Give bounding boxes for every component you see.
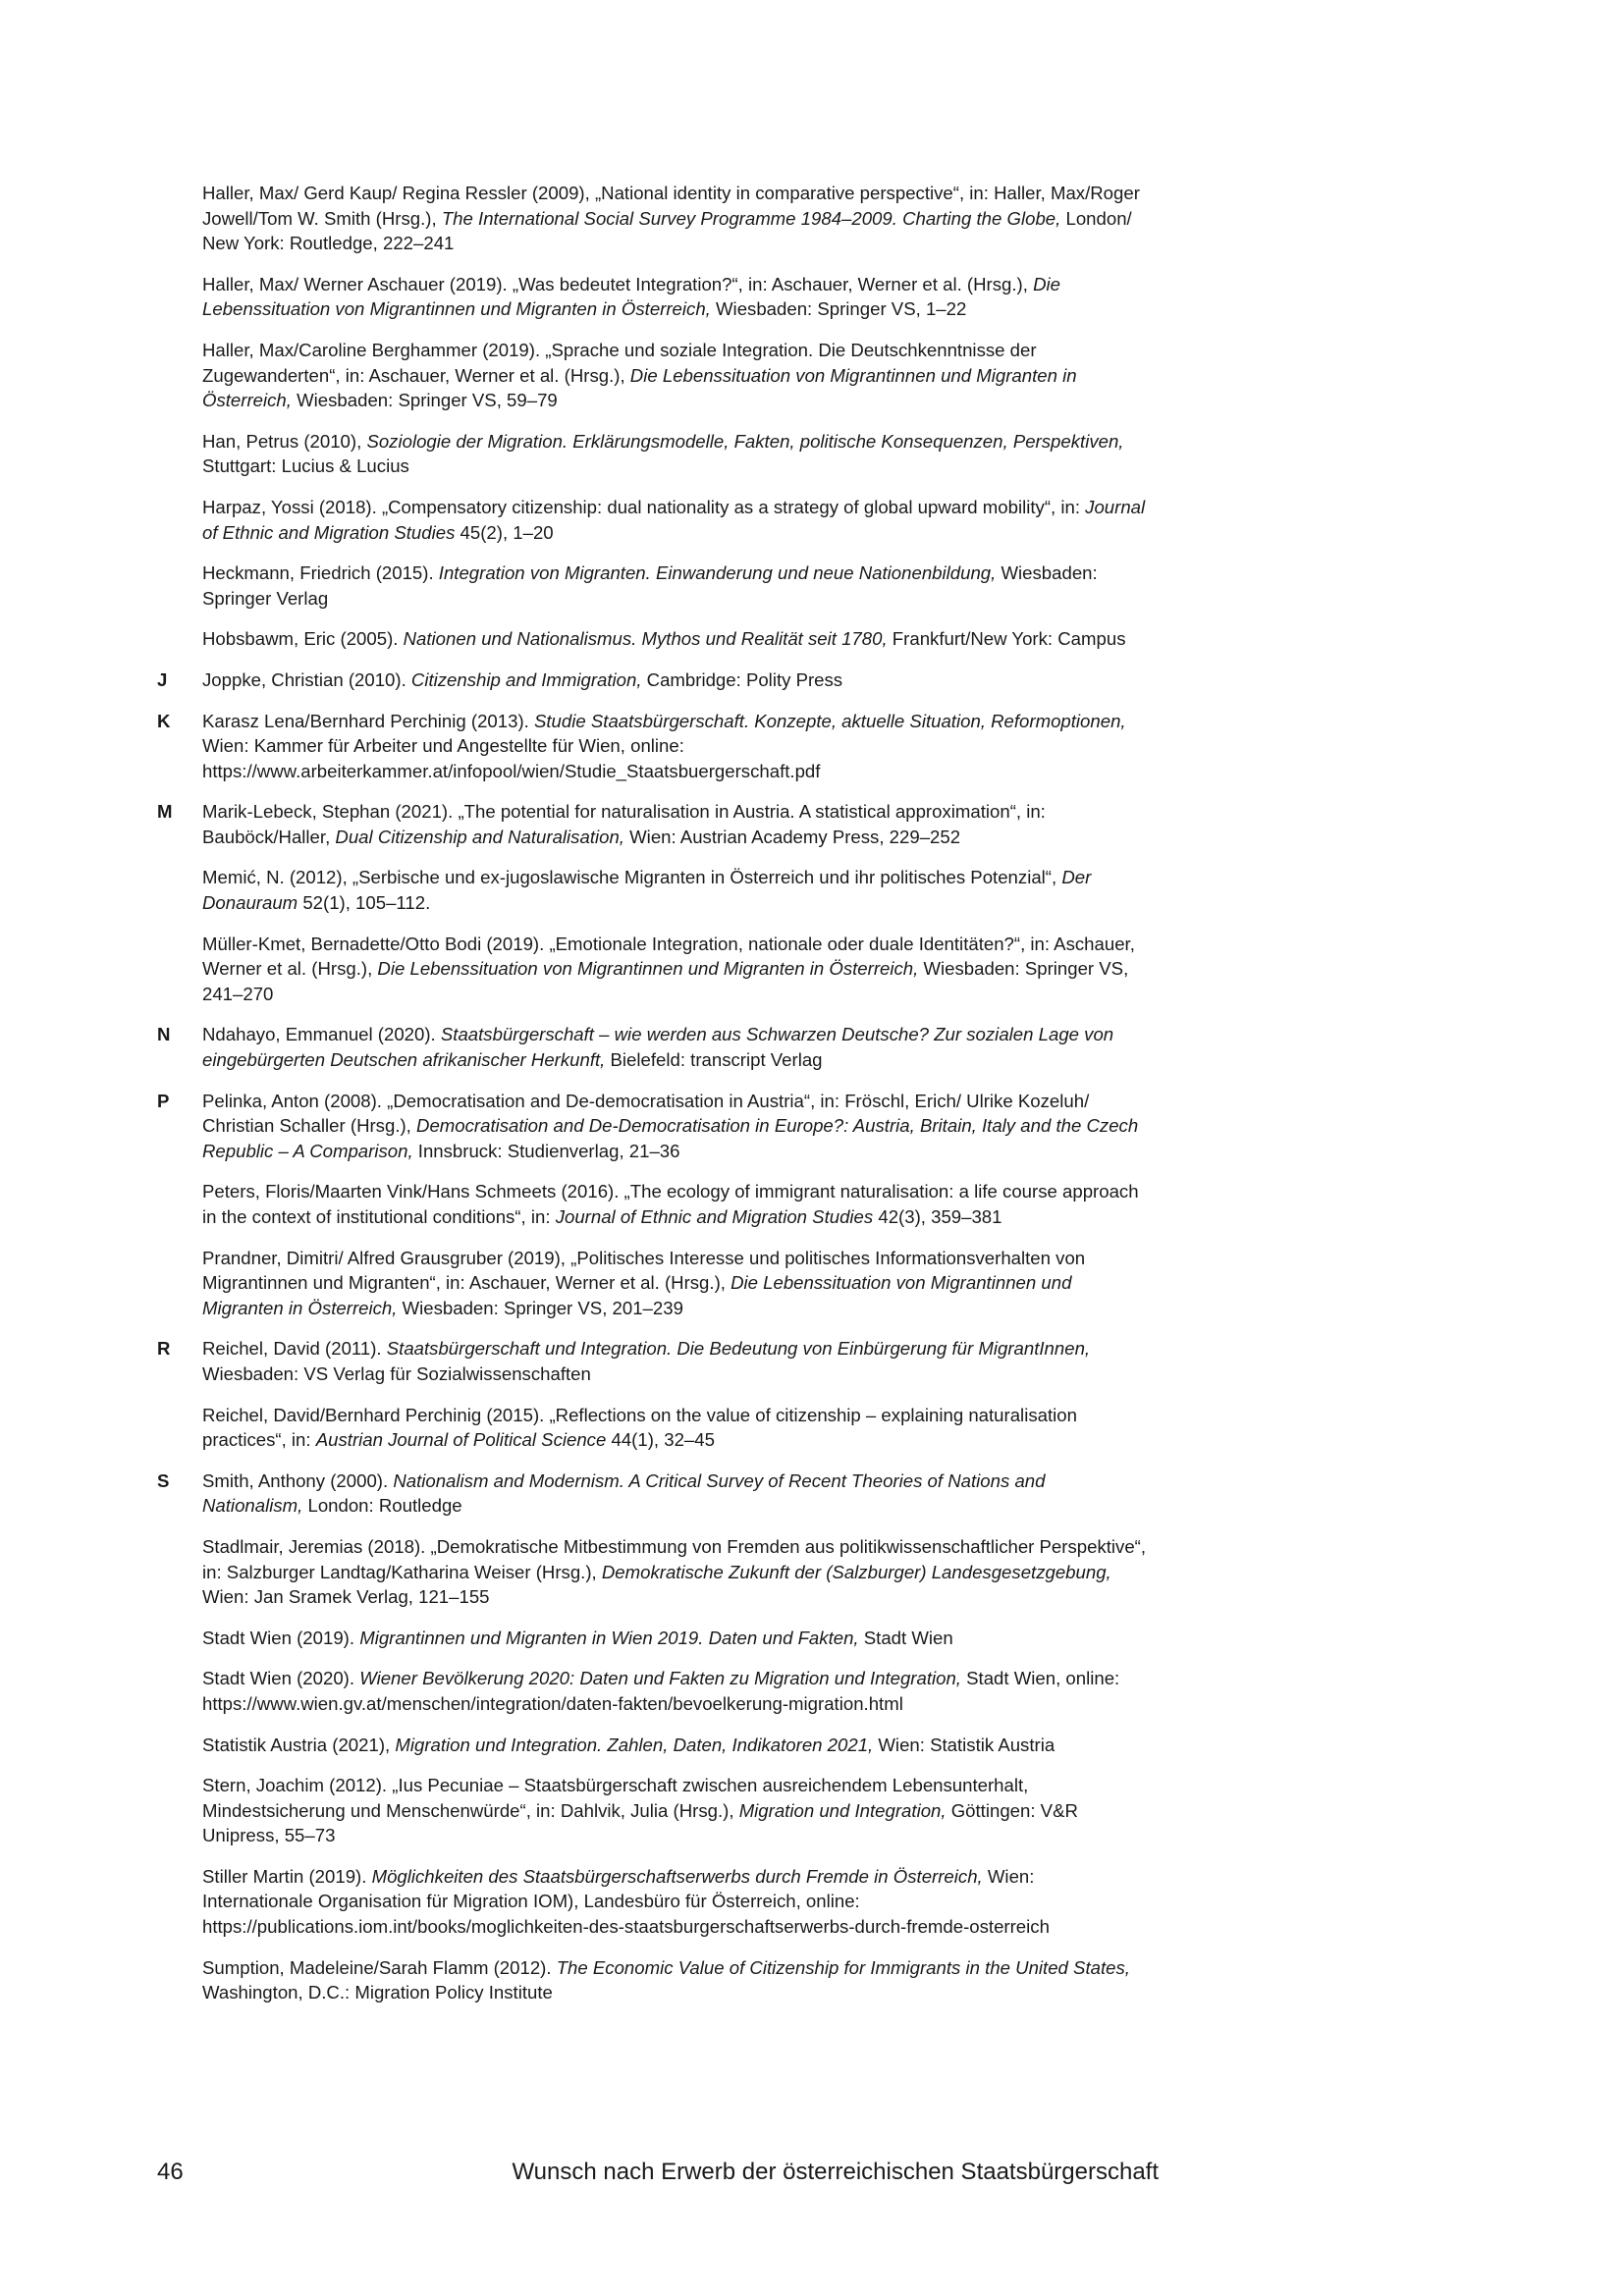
- reference-entry: [157, 1336, 1149, 1386]
- reference-title: Der Donauraum: [202, 867, 1092, 914]
- reference-text: [202, 1246, 1149, 1321]
- reference-title: Möglichkeiten des Staatsbürgerschaftserwerbs durch Fremde in Österreich,: [371, 1865, 983, 1887]
- reference-segment: 44(1), 32–45: [606, 1429, 715, 1451]
- reference-segment: Han, Petrus (2010),: [202, 430, 367, 452]
- reference-text: [202, 799, 1149, 849]
- reference-segment: 42(3), 359–381: [873, 1206, 1002, 1227]
- reference-text: [202, 1179, 1149, 1229]
- reference-text: [202, 1089, 1149, 1164]
- reference-text: [202, 429, 1149, 479]
- section-letter: M: [157, 801, 173, 823]
- reference-entry: [157, 1733, 1149, 1758]
- reference-title: Nationen und Nationalismus. Mythos und Realität seit 1780,: [403, 628, 888, 650]
- reference-entry: [157, 338, 1149, 413]
- reference-title: Studie Staatsbürgerschaft. Konzepte, aktuelle Situation, Reformoptionen,: [533, 710, 1126, 731]
- reference-segment: London/ New York: Routledge, 222–241: [202, 207, 1132, 254]
- reference-entry: [157, 1864, 1149, 1940]
- reference-segment: Innsbruck: Studienverlag, 21–36: [412, 1140, 680, 1161]
- reference-text: [202, 709, 1149, 784]
- reference-segment: Stadt Wien: [858, 1627, 953, 1648]
- reference-title: Migration und Integration. Zahlen, Daten, Indikatoren 2021,: [395, 1734, 874, 1755]
- reference-segment: 52(1), 105–112.: [298, 892, 431, 914]
- reference-text: [202, 1733, 1149, 1758]
- running-title: Wunsch nach Erwerb der österreichischen Staatsbürgerschaft: [512, 2159, 1159, 2185]
- reference-segment: Prandner, Dimitri/ Alfred Grausgruber (2019), „Politisches Interesse und politisches Informationsverhalten von Migrantinnen und Migranten“, in: Aschauer, Werner et al. (Hrsg.),: [202, 1247, 1086, 1294]
- reference-segment: Haller, Max/ Gerd Kaup/ Regina Ressler (2009), „National identity in comparative perspective“, in: Haller, Max/Roger Jowell/Tom W. Smith (Hrsg.),: [202, 183, 1140, 229]
- reference-entry: [157, 799, 1149, 849]
- reference-segment: Ndahayo, Emmanuel (2020).: [202, 1024, 441, 1045]
- reference-entry: [157, 181, 1149, 256]
- reference-entry: [157, 626, 1149, 652]
- reference-title: Staatsbürgerschaft und Integration. Die Bedeutung von Einbürgerung für MigrantInnen,: [386, 1338, 1091, 1360]
- reference-segment: Stadlmair, Jeremias (2018). „Demokratische Mitbestimmung von Fremden aus politikwissenschaftlicher Perspektive“, in: Salzburger Landtag/Katharina Weiser (Hrsg.),: [202, 1535, 1147, 1582]
- reference-segment: Wien: Internationale Organisation für Migration IOM), Landesbüro für Österreich, online: https://publications.iom.int/books/moglichkeiten-des-staatsburgerschaftserwerbs-durch-fremde-osterreich: [202, 1865, 1050, 1938]
- reference-text: [202, 667, 1149, 693]
- reference-text: [202, 932, 1149, 1007]
- reference-text: [202, 1773, 1149, 1848]
- reference-entry: [157, 561, 1149, 611]
- reference-segment: Peters, Floris/Maarten Vink/Hans Schmeets (2016). „The ecology of immigrant naturalisation: a life course approach in the context of institutional conditions“, in:: [202, 1181, 1139, 1227]
- reference-segment: Pelinka, Anton (2008). „Democratisation and De-democratisation in Austria“, in: Fröschl, Erich/ Ulrike Kozeluh/ Christian Schaller (Hrsg.),: [202, 1090, 1090, 1137]
- reference-segment: Stadt Wien (2019).: [202, 1627, 360, 1648]
- reference-segment: Stern, Joachim (2012). „Ius Pecuniae – Staatsbürgerschaft zwischen ausreichendem Lebensunterhalt, Mindestsicherung und Menschenwürde“, in: Dahlvik, Julia (Hrsg.),: [202, 1775, 1029, 1821]
- section-letter: K: [157, 710, 171, 731]
- reference-text: [202, 272, 1149, 322]
- reference-entry: [157, 495, 1149, 545]
- reference-entry: [157, 1468, 1149, 1519]
- reference-title: Die Lebenssituation von Migrantinnen und Migranten in Österreich,: [202, 364, 1077, 411]
- reference-text: [202, 1955, 1149, 2005]
- reference-title: The International Social Survey Programme 1984–2009. Charting the Globe,: [441, 207, 1061, 229]
- reference-segment: Wiesbaden: Springer VS, 201–239: [397, 1297, 683, 1318]
- reference-entry: [157, 932, 1149, 1007]
- reference-text: [202, 1626, 1149, 1651]
- reference-entry: [157, 709, 1149, 784]
- reference-title: The Economic Value of Citizenship for Immigrants in the United States,: [556, 1956, 1130, 1978]
- reference-title: Integration von Migranten. Einwanderung und neue Nationenbildung,: [438, 562, 997, 584]
- reference-text: [202, 181, 1149, 256]
- reference-entry: [157, 1022, 1149, 1072]
- reference-segment: Washington, D.C.: Migration Policy Institute: [202, 1982, 553, 2003]
- reference-title: Austrian Journal of Political Science: [315, 1429, 607, 1451]
- reference-title: Wiener Bevölkerung 2020: Daten und Fakten zu Migration und Integration,: [359, 1668, 961, 1689]
- reference-title: Die Lebenssituation von Migrantinnen und Migranten in Österreich,: [202, 1272, 1072, 1318]
- reference-segment: Karasz Lena/Bernhard Perchinig (2013).: [202, 710, 534, 731]
- reference-title: Journal of Ethnic and Migration Studies: [555, 1206, 874, 1227]
- reference-entry: [157, 1773, 1149, 1848]
- section-letter: J: [157, 668, 168, 690]
- reference-segment: Wien: Kammer für Arbeiter und Angestellte für Wien, online: https://www.arbeiterkammer.at/infopool/wien/Studie_Staatsbuergerschaft.pdf: [202, 735, 821, 781]
- section-letter: N: [157, 1024, 171, 1045]
- reference-text: [202, 495, 1149, 545]
- reference-segment: Stiller Martin (2019).: [202, 1865, 372, 1887]
- reference-title: Journal of Ethnic and Migration Studies: [202, 496, 1146, 543]
- reference-segment: Joppke, Christian (2010).: [202, 668, 411, 690]
- reference-segment: Hobsbawm, Eric (2005).: [202, 628, 404, 650]
- reference-segment: Sumption, Madeleine/Sarah Flamm (2012).: [202, 1956, 557, 1978]
- reference-text: [202, 1666, 1149, 1716]
- reference-segment: Wiesbaden: Springer VS, 1–22: [710, 298, 967, 320]
- reference-segment: Memić, N. (2012), „Serbische und ex-jugoslawische Migranten in Österreich und ihr politisches Potenzial“,: [202, 867, 1062, 888]
- reference-title: Democratisation and De-Democratisation in Europe?: Austria, Britain, Italy and the Czech Republic – A Comparison,: [202, 1115, 1139, 1161]
- reference-title: Soziologie der Migration. Erklärungsmodelle, Fakten, politische Konsequenzen, Perspektiven,: [366, 430, 1124, 452]
- reference-segment: Stadt Wien, online: https://www.wien.gv.at/menschen/integration/daten-fakten/bevoelkerung-migration.html: [202, 1668, 1120, 1714]
- reference-entry: [157, 1246, 1149, 1321]
- reference-segment: Wiesbaden: Springer VS, 241–270: [202, 958, 1129, 1004]
- reference-segment: Wiesbaden: Springer Verlag: [202, 562, 1098, 609]
- page-number: 46: [157, 2159, 184, 2185]
- reference-segment: Cambridge: Polity Press: [641, 668, 843, 690]
- reference-title: Migrantinnen und Migranten in Wien 2019. Daten und Fakten,: [359, 1627, 859, 1648]
- section-letter: R: [157, 1338, 171, 1360]
- reference-text: [202, 1403, 1149, 1453]
- reference-entry: [157, 1179, 1149, 1229]
- reference-segment: Wiesbaden: VS Verlag für Sozialwissenschaften: [202, 1362, 591, 1384]
- reference-segment: Haller, Max/ Werner Aschauer (2019). „Was bedeutet Integration?“, in: Aschauer, Werner et al. (Hrsg.),: [202, 273, 1034, 294]
- reference-text: [202, 1864, 1149, 1940]
- reference-text: [202, 865, 1149, 915]
- reference-entry: [157, 429, 1149, 479]
- reference-segment: Stuttgart: Lucius & Lucius: [202, 455, 409, 477]
- reference-entry: [157, 1626, 1149, 1651]
- reference-title: Dual Citizenship and Naturalisation,: [335, 826, 624, 847]
- reference-title: Nationalism and Modernism. A Critical Survey of Recent Theories of Nations and Nationalism,: [202, 1469, 1046, 1517]
- reference-text: [202, 338, 1149, 413]
- reference-text: [202, 561, 1149, 611]
- reference-entry: [157, 1403, 1149, 1453]
- reference-text: [202, 1534, 1149, 1610]
- reference-title: Die Lebenssituation von Migrantinnen und Migranten in Österreich,: [202, 273, 1060, 320]
- reference-segment: 45(2), 1–20: [455, 521, 554, 543]
- reference-entry: [157, 1666, 1149, 1716]
- reference-text: [202, 626, 1149, 652]
- reference-segment: Harpaz, Yossi (2018). „Compensatory citizenship: dual nationality as a strategy of global upward mobility“, in:: [202, 496, 1086, 517]
- reference-entry: [157, 1534, 1149, 1610]
- reference-text: [202, 1022, 1149, 1072]
- reference-segment: Wien: Jan Sramek Verlag, 121–155: [202, 1586, 490, 1608]
- reference-segment: London: Routledge: [302, 1495, 462, 1517]
- reference-segment: Frankfurt/New York: Campus: [887, 628, 1126, 650]
- reference-segment: Reichel, David/Bernhard Perchinig (2015). „Reflections on the value of citizenship – explaining naturalisation practices“, in:: [202, 1404, 1077, 1451]
- reference-title: Migration und Integration,: [738, 1799, 947, 1821]
- reference-title: Demokratische Zukunft der (Salzburger) Landesgesetzgebung,: [601, 1561, 1111, 1582]
- reference-segment: Göttingen: V&R Unipress, 55–73: [202, 1799, 1078, 1846]
- reference-segment: Wiesbaden: Springer VS, 59–79: [291, 390, 558, 411]
- reference-segment: Stadt Wien (2020).: [202, 1668, 360, 1689]
- reference-text: [202, 1336, 1149, 1386]
- reference-text: [202, 1468, 1149, 1519]
- section-letter: P: [157, 1090, 170, 1111]
- reference-title: Citizenship and Immigration,: [410, 668, 642, 690]
- reference-segment: Smith, Anthony (2000).: [202, 1469, 394, 1491]
- reference-segment: Heckmann, Friedrich (2015).: [202, 562, 439, 584]
- reference-entry: [157, 1955, 1149, 2005]
- reference-segment: Statistik Austria (2021),: [202, 1734, 396, 1755]
- reference-segment: Reichel, David (2011).: [202, 1338, 387, 1360]
- reference-entry: [157, 1089, 1149, 1164]
- reference-segment: Wien: Austrian Academy Press, 229–252: [623, 826, 961, 847]
- reference-entry: [157, 667, 1149, 693]
- reference-entry: [157, 865, 1149, 915]
- reference-entry: [157, 272, 1149, 322]
- reference-segment: Marik-Lebeck, Stephan (2021). „The potential for naturalisation in Austria. A statistical approximation“, in: Bauböck/Haller,: [202, 801, 1046, 847]
- reference-segment: Müller-Kmet, Bernadette/Otto Bodi (2019). „Emotionale Integration, nationale oder duale Identitäten?“, in: Aschauer, Werner et al. (Hrsg.),: [202, 933, 1135, 980]
- reference-title: Die Lebenssituation von Migrantinnen und Migranten in Österreich,: [377, 958, 919, 980]
- reference-segment: Wien: Statistik Austria: [873, 1734, 1056, 1755]
- section-letter: S: [157, 1469, 170, 1491]
- reference-title: Staatsbürgerschaft – wie werden aus Schwarzen Deutsche? Zur sozialen Lage von eingebürgerten Deutschen afrikanischer Herkunft,: [202, 1024, 1114, 1071]
- reference-segment: Bielefeld: transcript Verlag: [605, 1049, 823, 1071]
- reference-list: [157, 181, 1149, 2021]
- reference-segment: Haller, Max/Caroline Berghammer (2019). „Sprache und soziale Integration. Die Deutschkenntnisse der Zugewanderten“, in: Aschauer, Werner et al. (Hrsg.),: [202, 339, 1037, 386]
